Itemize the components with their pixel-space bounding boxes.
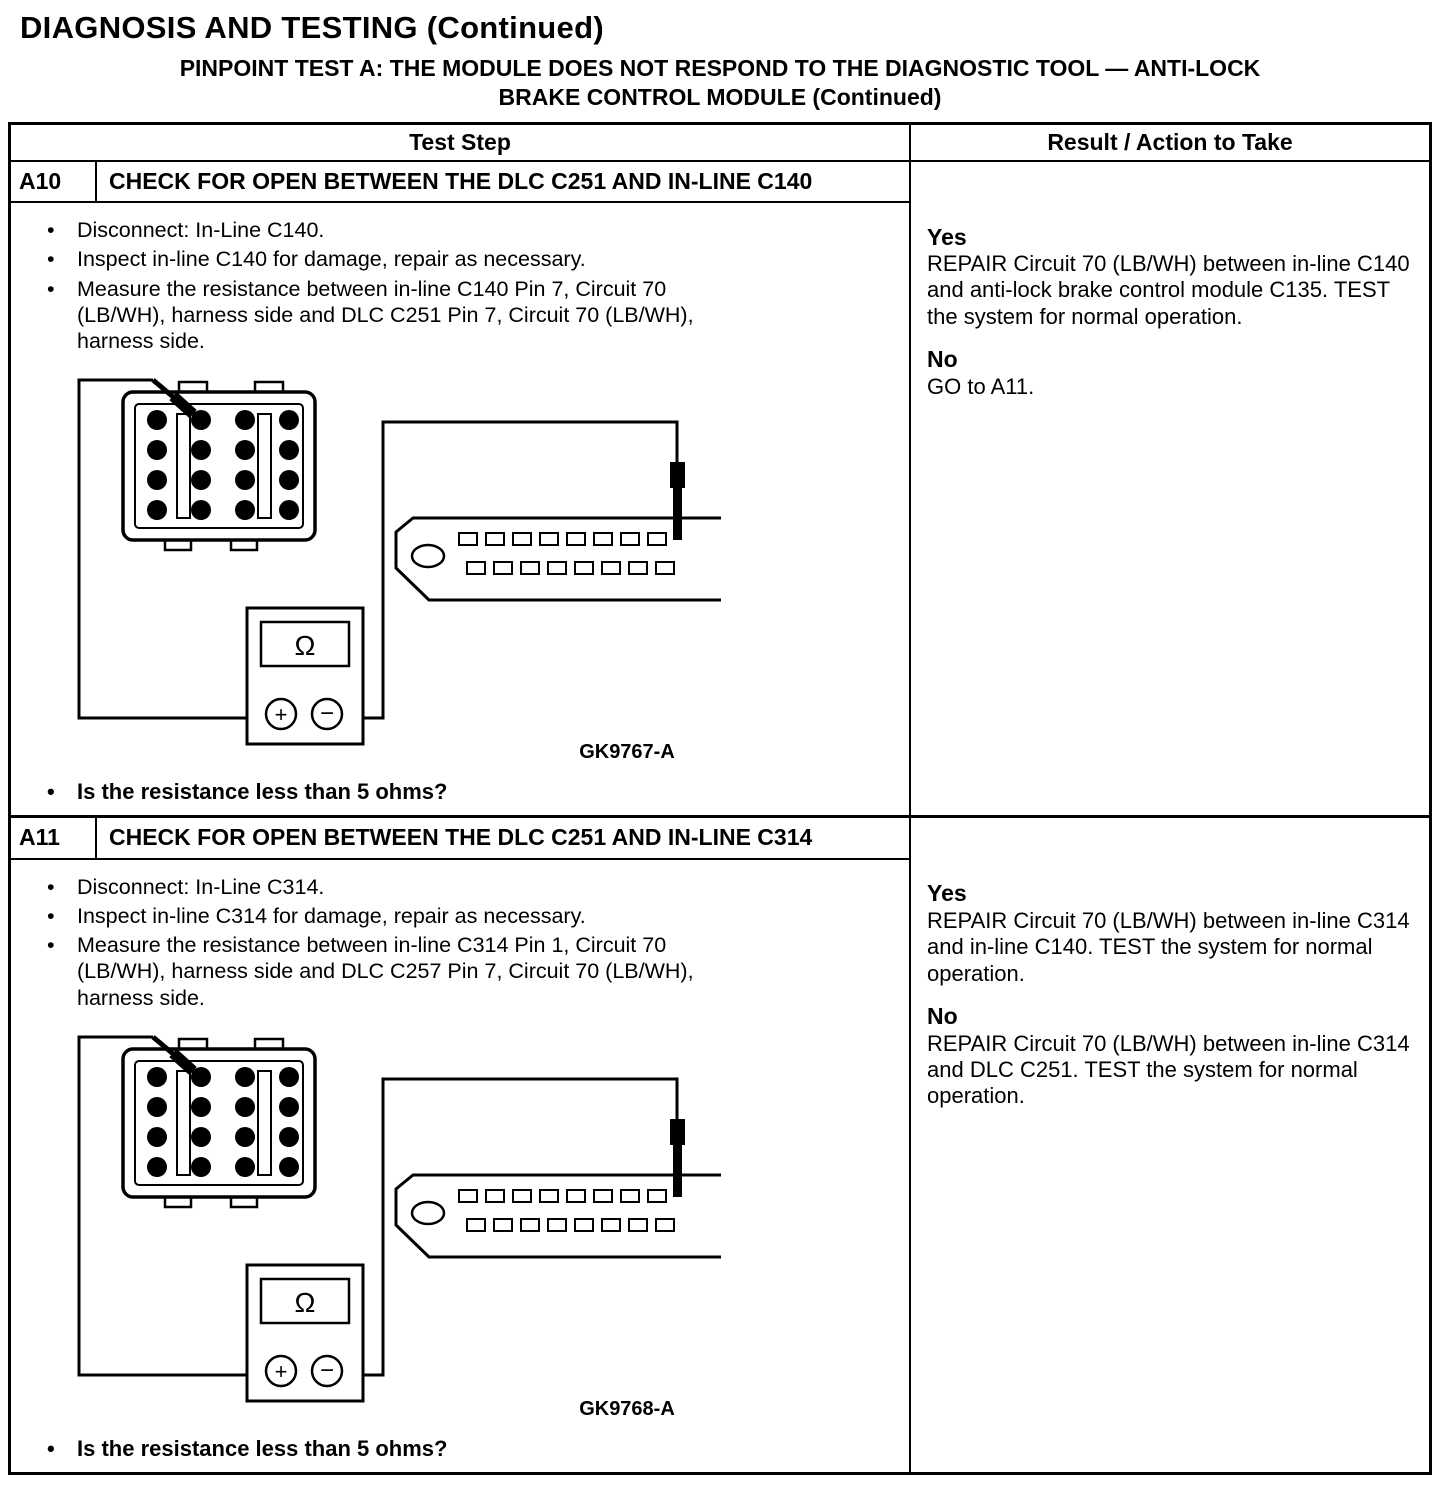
instruction-list <box>33 217 733 354</box>
dlc-connector <box>396 462 721 600</box>
instruction-item: • Disconnect: In-Line C314. <box>33 874 733 900</box>
figure-label: GK9767-A <box>579 741 675 764</box>
instruction-list <box>33 874 733 1011</box>
table-row <box>11 162 1429 819</box>
result-block <box>927 1003 1415 1110</box>
subtitle-line-2: BRAKE CONTROL MODULE (Continued) <box>498 83 942 110</box>
result-cell-a10 <box>911 162 1429 816</box>
table-row <box>11 818 1429 1472</box>
step-heading: CHECK FOR OPEN BETWEEN THE DLC C251 AND IN-LINE C314 <box>109 824 813 851</box>
ohm-symbol: Ω <box>294 630 316 662</box>
result-action: REPAIR Circuit 70 (LB/WH) between in-line C140 and anti-lock brake control module C135. TEST the system for normal operation. <box>927 251 1410 329</box>
instruction-item: • Measure the resistance between in-line C140 Pin 7, Circuit 70 (LB/WH), harness side and DLC C251 Pin 7, Circuit 70 (LB/WH), harness side. <box>33 276 733 355</box>
dlc-connector <box>396 1119 721 1257</box>
inline-connector <box>123 1037 315 1207</box>
test-step-cell-a10 <box>11 162 911 816</box>
instruction-item: • Inspect in-line C314 for damage, repair as necessary. <box>33 903 733 929</box>
instruction-item: • Disconnect: In-Line C140. <box>33 217 733 243</box>
plus-terminal-label: + <box>274 1358 288 1384</box>
result-action: REPAIR Circuit 70 (LB/WH) between in-line C314 and in-line C140. TEST the system for normal operation. <box>927 907 1410 986</box>
step-heading: CHECK FOR OPEN BETWEEN THE DLC C251 AND IN-LINE C140 <box>109 167 813 194</box>
instruction-item: • Inspect in-line C140 for damage, repair as necessary. <box>33 246 733 272</box>
instruction-item: • Measure the resistance between in-line C314 Pin 1, Circuit 70 (LB/WH), harness side and DLC C257 Pin 7, Circuit 70 (LB/WH), harness side. <box>33 932 733 1011</box>
result-answer: Yes <box>927 880 967 907</box>
minus-terminal-label: − <box>319 1356 335 1384</box>
result-block <box>927 224 1415 331</box>
step-body <box>11 203 909 815</box>
ohm-symbol: Ω <box>294 1286 316 1318</box>
plus-terminal-label: + <box>274 702 288 728</box>
pinpoint-test-subtitle <box>8 54 1432 112</box>
result-cell-a11 <box>911 818 1429 1472</box>
result-action: REPAIR Circuit 70 (LB/WH) between in-line C314 and DLC C251. TEST the system for normal operation. <box>927 1030 1410 1109</box>
result-answer: No <box>927 346 958 373</box>
result-block <box>927 880 1415 987</box>
ohmmeter <box>247 608 363 744</box>
ohmmeter <box>247 1265 363 1401</box>
column-header-test-step: Test Step <box>11 125 911 160</box>
step-question: • Is the resistance less than 5 ohms? <box>33 1436 899 1462</box>
test-step-cell-a11 <box>11 818 911 1472</box>
step-id: A10 <box>11 162 97 202</box>
minus-terminal-label: − <box>319 700 335 728</box>
step-id: A11 <box>11 818 97 858</box>
result-block <box>927 346 1415 400</box>
result-answer: Yes <box>927 223 967 250</box>
pinpoint-test-table <box>8 122 1432 1475</box>
table-header-row <box>11 125 1429 162</box>
wiring-figure <box>61 1027 721 1422</box>
result-action: GO to A11. <box>927 373 1035 399</box>
step-heading-band <box>11 162 909 204</box>
page-title: DIAGNOSIS AND TESTING (Continued) <box>20 10 604 45</box>
inline-connector <box>123 380 315 550</box>
step-question: • Is the resistance less than 5 ohms? <box>33 779 899 805</box>
column-header-result: Result / Action to Take <box>1047 128 1293 155</box>
subtitle-line-1: PINPOINT TEST A: THE MODULE DOES NOT RESPOND TO THE DIAGNOSTIC TOOL — ANTI-LOCK <box>179 55 1261 81</box>
figure-label: GK9768-A <box>579 1397 675 1420</box>
step-body <box>11 860 909 1472</box>
step-heading-band <box>11 818 909 860</box>
result-answer: No <box>927 1002 958 1029</box>
wiring-figure <box>61 370 721 765</box>
